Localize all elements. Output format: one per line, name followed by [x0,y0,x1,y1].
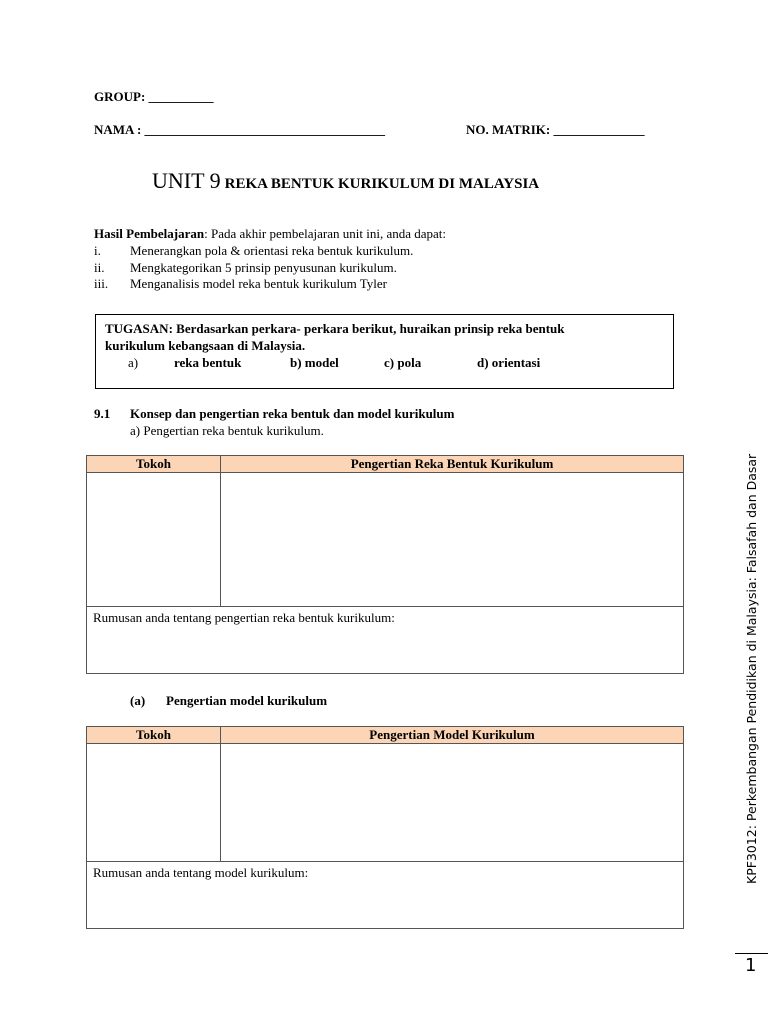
outcomes-lead-bold: Hasil Pembelajaran [94,226,205,241]
outcome-num: iii. [94,276,109,291]
task-option-a-label: a) [128,355,139,370]
task-line-1: TUGASAN: Berdasarkan perkara- perkara berikut, huraikan prinsip reka bentuk [105,321,565,336]
page-number: 1 [745,955,757,976]
outcome-item [94,260,397,276]
pengertian-cell[interactable] [221,473,684,607]
table-header-pengertian: Pengertian Reka Bentuk Kurikulum [221,456,684,473]
nama-field: NAMA : _____________________________________ [94,122,386,137]
subsection-b-heading: Pengertian model kurikulum [166,693,328,708]
outcome-text: Menerangkan pola & orientasi reka bentuk kurikulum. [130,243,414,258]
matrik-field: NO. MATRIK: ______________ [466,122,645,137]
summary-label: Rumusan anda tentang pengertian reka bentuk kurikulum: [93,610,395,625]
title-unit: UNIT 9 [152,168,221,193]
summary-cell[interactable] [87,862,684,929]
task-box [95,314,674,389]
outcomes-lead [94,226,446,242]
outcome-num: ii. [94,260,105,275]
page-title [152,168,539,194]
sidebar-course-title: KPF3012: Perkembangan Pendidikan di Malaysia: Falsafah dan Dasar [744,453,759,884]
section-number: 9.1 [94,406,111,421]
subsection-a: a) Pengertian reka bentuk kurikulum. [130,423,324,438]
outcomes-lead-rest: : Pada akhir pembelajaran unit ini, anda dapat: [204,226,446,241]
tokoh-cell[interactable] [87,473,221,607]
table-header-tokoh: Tokoh [87,727,221,744]
outcome-num: i. [94,243,101,258]
task-option-c: c) pola [384,355,422,370]
table-model [86,726,684,929]
summary-cell[interactable] [87,607,684,674]
section-heading: Konsep dan pengertian reka bentuk dan model kurikulum [130,406,455,421]
title-rest: REKA BENTUK KURIKULUM DI MALAYSIA [224,176,540,192]
task-option-a: reka bentuk [174,355,242,370]
tokoh-cell[interactable] [87,744,221,862]
outcome-item [94,276,387,292]
pengertian-cell[interactable] [221,744,684,862]
outcome-text: Menganalisis model reka bentuk kurikulum Tyler [130,276,387,291]
group-field: GROUP: __________ [94,89,214,104]
table-reka-bentuk [86,455,684,674]
task-line-2: kurikulum kebangsaan di Malaysia. [105,338,306,353]
summary-label: Rumusan anda tentang model kurikulum: [93,865,309,880]
task-option-b: b) model [290,355,339,370]
table-header-tokoh: Tokoh [87,456,221,473]
page-number-rule [735,953,768,954]
outcome-text: Mengkategorikan 5 prinsip penyusunan kurikulum. [130,260,397,275]
subsection-b-label: (a) [130,693,146,708]
table-header-pengertian: Pengertian Model Kurikulum [221,727,684,744]
outcome-item [94,243,413,259]
task-option-d: d) orientasi [477,355,541,370]
